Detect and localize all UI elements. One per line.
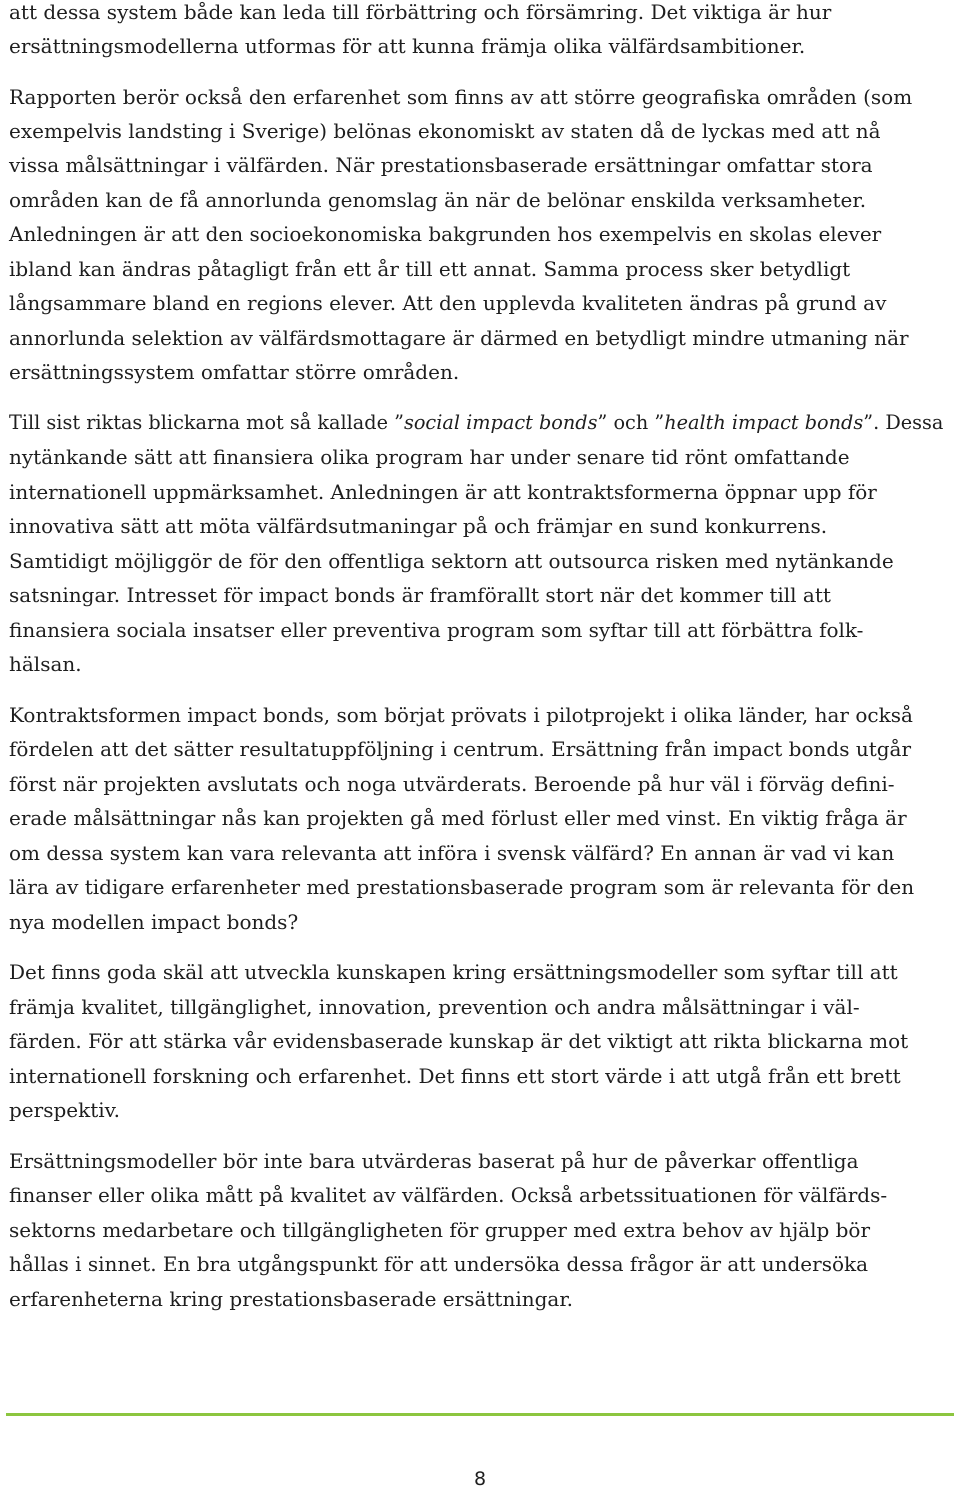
text-line: annorlunda selektion av välfärdsmottagare är därmed en betydligt mindre utmaning när (9, 326, 909, 350)
text-line: lära av tidigare erfarenheter med prestationsbaserade program som är relevanta för den (9, 875, 915, 899)
text-line: färden. För att stärka vår evidensbaserade kunskap är det viktigt att rikta blickarna mot (9, 1029, 909, 1053)
text-line: först när projekten avslutats och noga utvärderats. Beroende på hur väl i förväg defini- (9, 772, 895, 796)
text-line: nya modellen impact bonds? (9, 910, 299, 934)
text-line: satsningar. Intresset för impact bonds är framförallt stort när det kommer till att (9, 583, 831, 607)
text-line: Rapporten berör också den erfarenhet som finns av att större geografiska områden (som (9, 85, 913, 109)
text-segment: ”. Dessa (863, 411, 944, 434)
text-line: områden kan de få annorlunda genomslag än när de belönar enskilda verksamheter. (9, 188, 867, 212)
text-line-with-italics (9, 406, 943, 440)
italic-term-social-impact-bonds: social impact bonds (403, 411, 598, 434)
text-line: erfarenheterna kring prestationsbaserade ersättningar. (9, 1287, 574, 1311)
text-line: Samtidigt möjliggör de för den offentliga sektorn att outsourca risken med nytänkande (9, 549, 894, 573)
text-line: Kontraktsformen impact bonds, som börjat prövats i pilotprojekt i olika länder, har också (9, 703, 913, 727)
text-line: att dessa system både kan leda till förbättring och försämring. Det viktiga är hur (9, 0, 832, 24)
text-line: långsammare bland en regions elever. Att den upplevda kvaliteten ändras på grund av (9, 291, 887, 315)
text-line: Ersättningsmodeller bör inte bara utvärderas baserat på hur de påverkar offentliga (9, 1149, 859, 1173)
text-line: vissa målsättningar i välfärden. När prestationsbaserade ersättningar omfattar stora (9, 153, 873, 177)
footer-divider (6, 1413, 954, 1416)
text-line: finanser eller olika mått på kvalitet av välfärden. Också arbetssituationen för välfärds- (9, 1183, 888, 1207)
text-segment: Till sist riktas blickarna mot så kallade ” (9, 411, 404, 434)
text-line: främja kvalitet, tillgänglighet, innovation, prevention och andra målsättningar i väl- (9, 995, 860, 1019)
text-line: ibland kan ändras påtagligt från ett år till ett annat. Samma process sker betydligt (9, 257, 851, 281)
text-segment: ” och ” (597, 411, 665, 434)
text-line: nytänkande sätt att finansiera olika program har under senare tid rönt omfattande (9, 445, 850, 469)
text-line: finansiera sociala insatser eller preventiva program som syftar till att förbättra folk- (9, 618, 864, 642)
text-line: internationell forskning och erfarenhet. Det finns ett stort värde i att utgå från ett brett (9, 1064, 901, 1088)
text-line: ersättningssystem omfattar större områden. (9, 360, 460, 384)
text-line: sektorns medarbetare och tillgängligheten för grupper med extra behov av hjälp bör (9, 1218, 871, 1242)
text-line: om dessa system kan vara relevanta att införa i svensk välfärd? En annan är vad vi kan (9, 841, 895, 865)
italic-term-health-impact-bonds: health impact bonds (664, 411, 864, 434)
text-line: Anledningen är att den socioekonomiska bakgrunden hos exempelvis en skolas elever (9, 222, 882, 246)
text-line: fördelen att det sätter resultatuppföljning i centrum. Ersättning från impact bonds utgår (9, 737, 912, 761)
text-line: internationell uppmärksamhet. Anledningen är att kontraktsformerna öppnar upp för (9, 480, 877, 504)
text-line: Det finns goda skäl att utveckla kunskapen kring ersättningsmodeller som syftar till att (9, 960, 898, 984)
text-line: erade målsättningar nås kan projekten gå med förlust eller med vinst. En viktig fråga är (9, 806, 907, 830)
text-line: innovativa sätt att möta välfärdsutmaningar på och främjar en sund konkurrens. (9, 514, 828, 538)
text-line: perspektiv. (9, 1098, 120, 1122)
page-number: 8 (473, 1468, 487, 1490)
text-line: ersättningsmodellerna utformas för att kunna främja olika välfärdsambitioner. (9, 34, 806, 58)
text-line: hälsan. (9, 652, 82, 676)
text-line: exempelvis landsting i Sverige) belönas ekonomiskt av staten då de lyckas med att nå (9, 119, 881, 143)
text-line: hållas i sinnet. En bra utgångspunkt för att undersöka dessa frågor är att undersöka (9, 1252, 869, 1276)
